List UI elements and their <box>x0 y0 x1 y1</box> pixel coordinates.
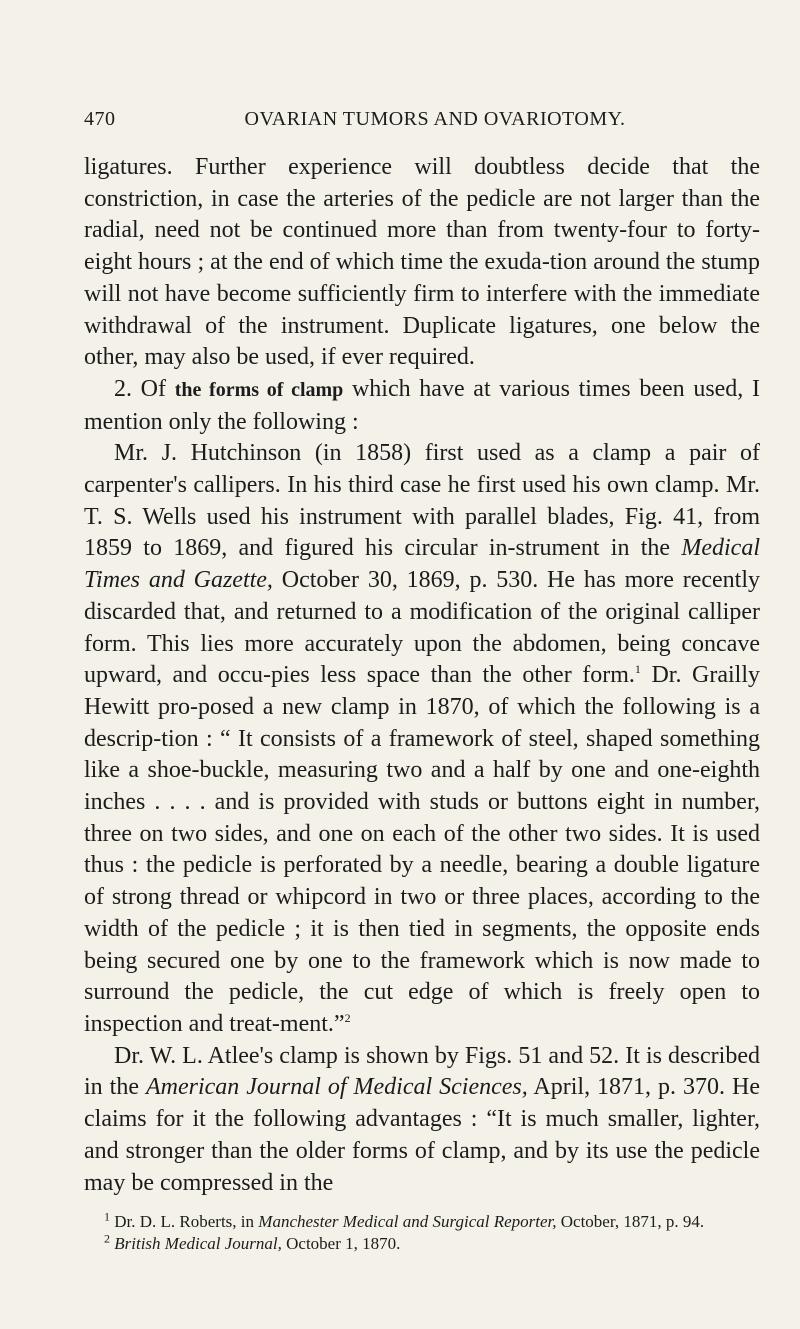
running-title: OVARIAN TUMORS AND OVARIOTOMY. <box>244 108 626 130</box>
footnote-1 <box>84 1211 760 1233</box>
paragraph-text: which have at various times been used, I mention only the following : <box>84 375 760 435</box>
paragraph-number: 2. Of <box>114 375 167 402</box>
paragraph-text: April, 1871, p. 370. He claims for it the following advantages : “It is much smaller, lighter, and stronger than the older forms of clamp, and by its use the pedicle may be compressed in the <box>84 1074 760 1196</box>
journal-title: Manchester Medical and Surgical Reporter, <box>258 1212 557 1232</box>
footnote-ref[interactable]: 2 <box>344 1010 351 1025</box>
paragraph-text: Dr. W. L. Atlee's clamp is shown by Figs. 51 and 52. It is described in the <box>84 1042 760 1101</box>
paragraph-ligatures <box>84 152 760 374</box>
footnote-mark: 1 <box>104 1209 110 1224</box>
footnotes <box>84 1211 760 1255</box>
journal-title: Medical Times and Gazette, <box>84 535 760 594</box>
footnote-mark: 2 <box>104 1231 110 1246</box>
journal-title: American Journal of Medical Sciences, <box>145 1074 528 1101</box>
body-text <box>84 152 760 1199</box>
paragraph-text: October 30, 1869, p. 530. He has more recently discarded that, and returned to a modification of the original calliper form. This lies more accurately upon the abdomen, being concave upward, and occu-pies less space than the other form. <box>84 567 761 689</box>
footnote-ref[interactable]: 1 <box>634 662 641 677</box>
bold-heading: the forms of clamp <box>174 378 344 401</box>
paragraph-hutchinson-wells-hewitt <box>84 438 760 1040</box>
page-number: 470 <box>84 108 116 130</box>
footnote-text: October 1, 1870. <box>286 1234 401 1254</box>
footnote-2 <box>84 1233 760 1255</box>
paragraph-forms-of-clamp <box>84 374 760 438</box>
paragraph-atlee <box>84 1041 760 1200</box>
journal-title: British Medical Journal, <box>114 1234 282 1254</box>
paragraph-text: ligatures. Further experience will doubtless decide that the constriction, in case the arteries of the pedicle are not larger than the radial, need not be continued more than from twenty-four to forty-eight hours ; at the end of which time the exuda-tion around the stump will not have become sufficiently firm to interfere with the immediate withdrawal of the instrument. Duplicate ligatures, one below the other, may also be used, if ever required. <box>84 154 760 371</box>
footnote-text: Dr. D. L. Roberts, in <box>114 1212 255 1232</box>
paragraph-text: Dr. Grailly Hewitt pro-posed a new clamp in 1870, of which the following is a descrip-tion : “ It consists of a framework of steel, shaped something like a shoe-buckle, measuring two and a half by one and one-eighth inches . . . . and is provided with studs or buttons eight in number, three on two sides, and one on each of the other two sides. It is used thus : the pedicle is perforated by a needle, bearing a double ligature of strong thread or whipcord in two or three places, according to the width of the pedicle ; it is then tied in segments, the opposite ends being secured one by one to the framework which is now made to surround the pedicle, the cut edge of which is freely open to inspection and treat-ment.” <box>84 662 761 1037</box>
footnote-text: October, 1871, p. 94. <box>560 1212 705 1232</box>
paragraph-text: Mr. J. Hutchinson (in 1858) first used as a clamp a pair of carpenter's callipers. In his third case he first used his own clamp. Mr. T. S. Wells used his instrument with parallel blades, Fig. 41, from 1859 to 1869, and figured his circular in-strument in the <box>84 440 760 562</box>
running-head <box>84 108 746 138</box>
